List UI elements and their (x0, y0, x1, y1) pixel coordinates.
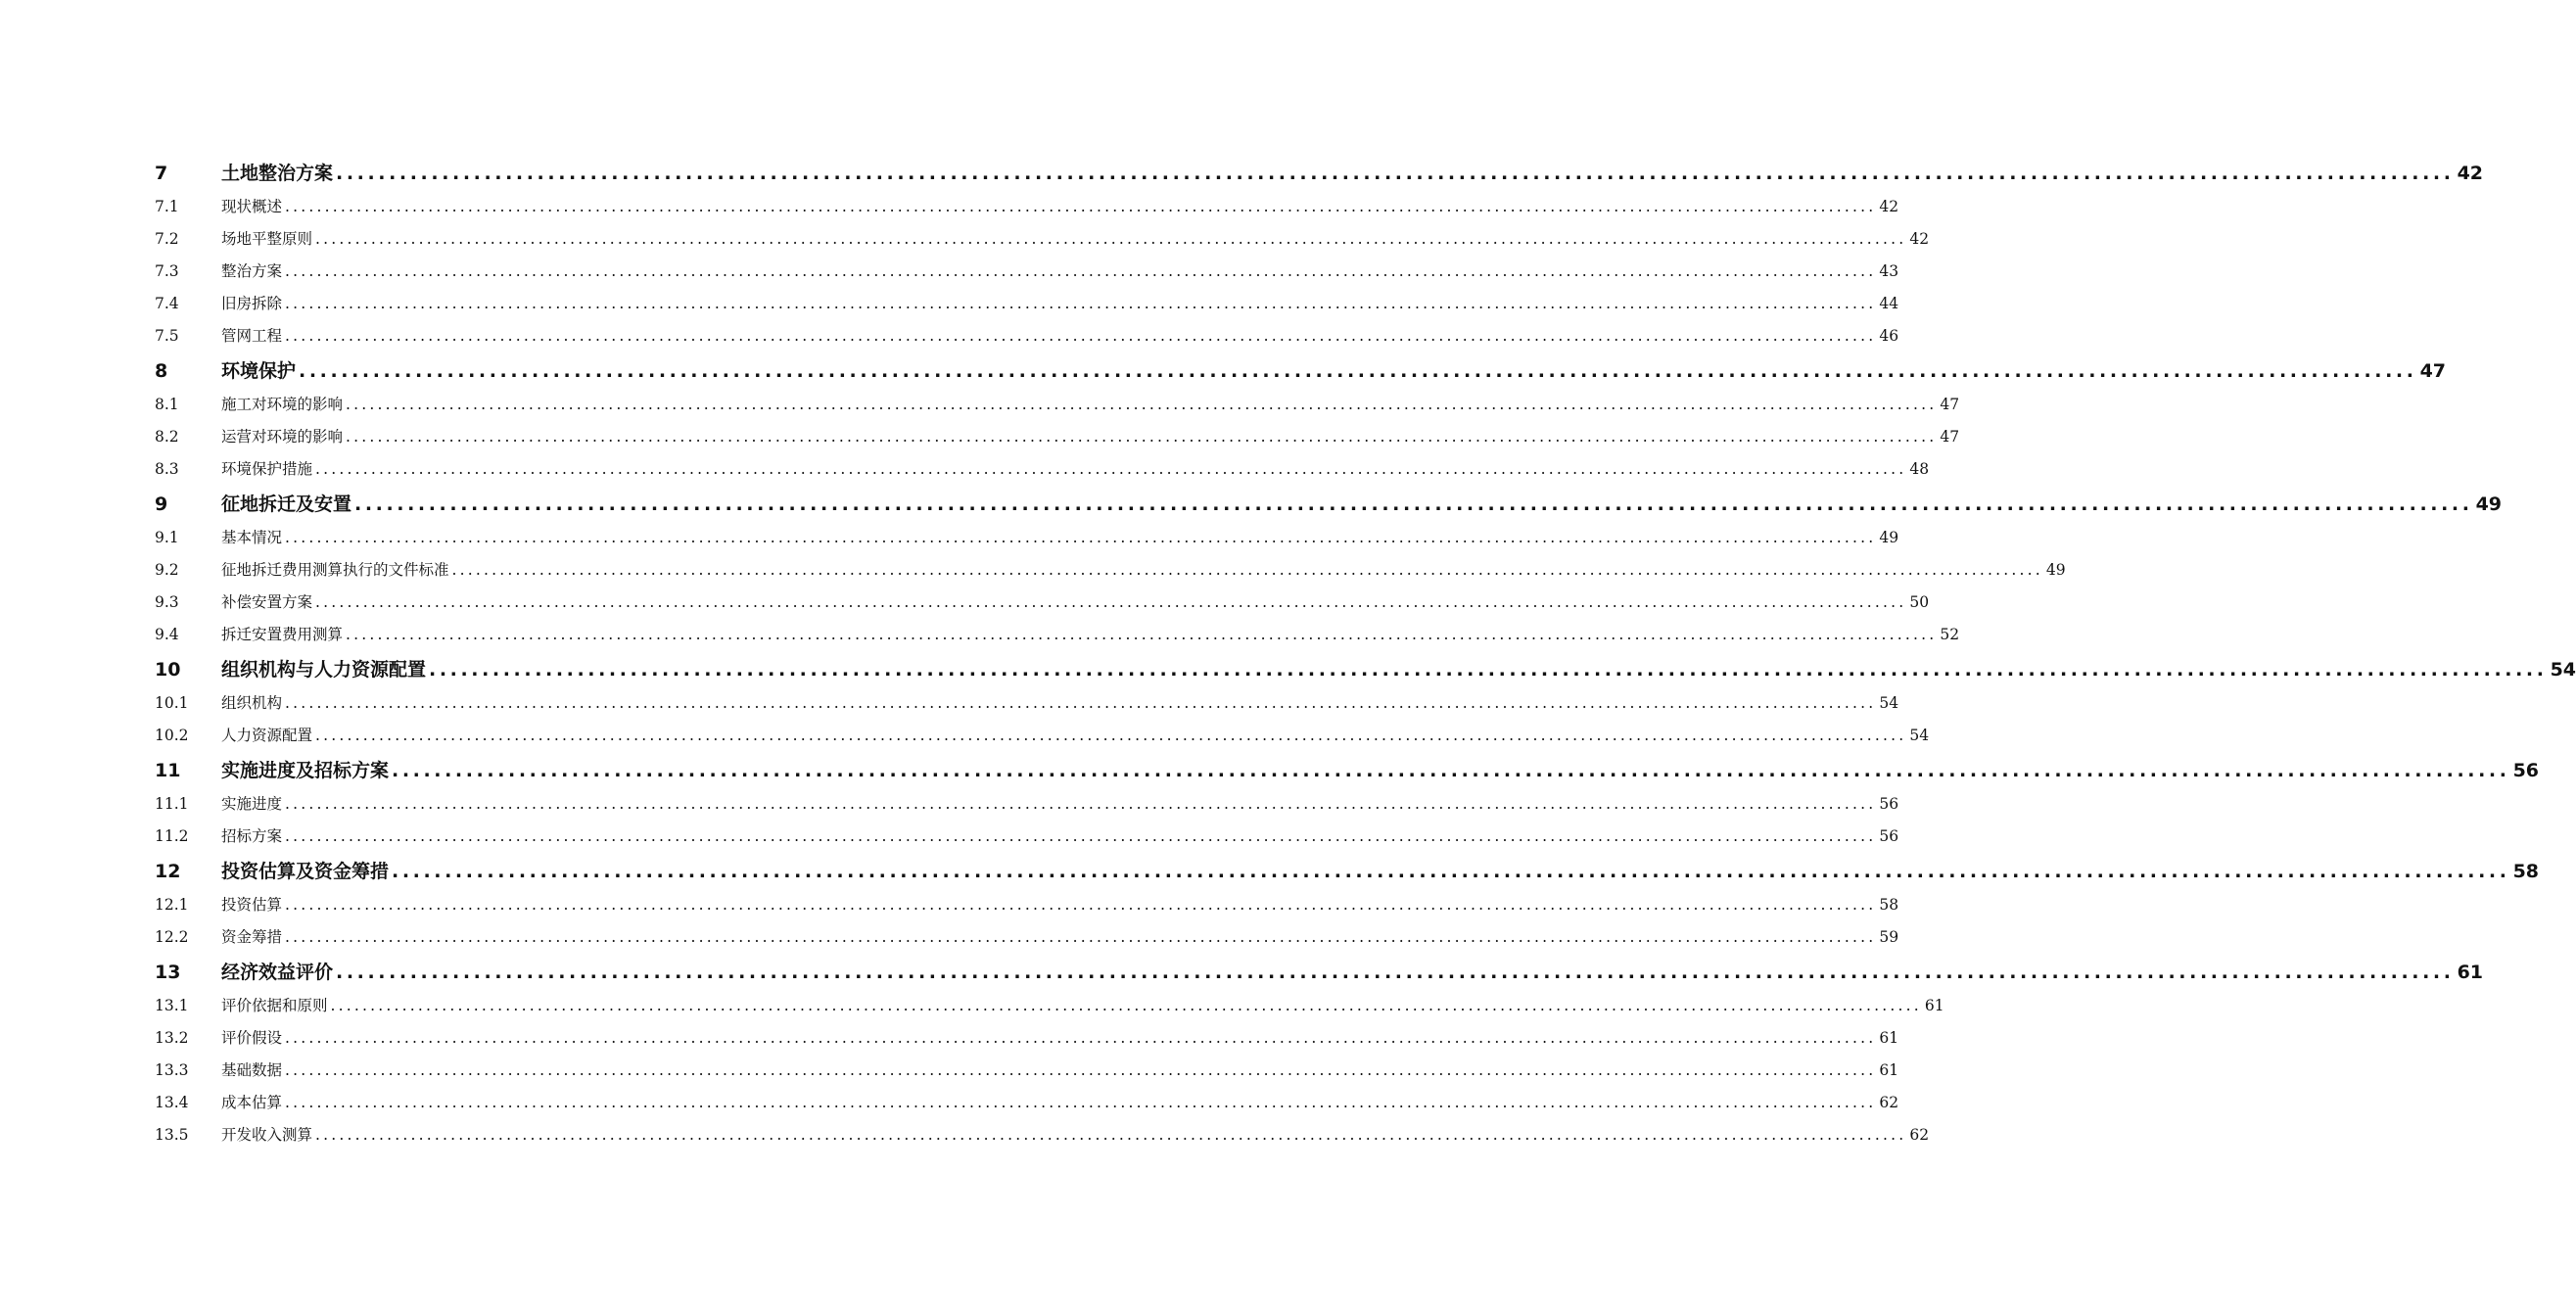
toc-section-row[interactable] (155, 551, 2066, 584)
toc-entry-title: 组织机构与人力资源配置 (221, 659, 427, 681)
toc-dot-leader: ........................................................................................................................................................................................................ (336, 962, 2455, 983)
toc-entry-number: 8.1 (155, 396, 179, 413)
toc-entry-number: 7 (155, 163, 168, 184)
toc-entry-number: 7.4 (155, 295, 179, 312)
toc-page-number: 62 (1909, 1126, 1930, 1144)
toc-page-number: 62 (1879, 1094, 1899, 1111)
toc-entry-title: 投资估算及资金筹措 (221, 861, 390, 882)
toc-chapter-row[interactable] (155, 749, 2540, 785)
toc-entry-number: 7.1 (155, 198, 179, 215)
toc-entry-title: 投资估算 (221, 896, 283, 914)
toc-page-number: 44 (1879, 295, 1899, 312)
toc-section-row[interactable] (155, 418, 1960, 450)
toc-page-number: 59 (1879, 928, 1899, 946)
toc-section-row[interactable] (155, 220, 1930, 253)
toc-chapter-row[interactable] (155, 648, 2576, 684)
toc-section-row[interactable] (155, 519, 1899, 551)
toc-entry-title: 土地整治方案 (221, 163, 334, 184)
toc-entry-number: 8 (155, 360, 168, 382)
toc-entry-number: 13.4 (155, 1094, 189, 1111)
toc-page-number: 54 (1909, 727, 1930, 744)
toc-section-row[interactable] (155, 785, 1899, 818)
toc-entry-number: 9 (155, 494, 168, 515)
toc-dot-leader: ........................................................................................................................................................................................................ (354, 494, 2473, 515)
toc-entry-title: 整治方案 (221, 262, 283, 280)
toc-dot-leader: ........................................................................................................................................................................................................ (299, 360, 2417, 382)
toc-chapter-row[interactable] (155, 483, 2503, 519)
toc-entry-title: 组织机构 (221, 694, 283, 712)
toc-dot-leader: ........................................................................................................................................................................................................ (285, 529, 1877, 546)
toc-entry-number: 13 (155, 962, 181, 983)
toc-entry-title: 实施进度 (221, 795, 283, 813)
toc-entry-title: 现状概述 (221, 198, 283, 215)
toc-entry-title: 评价假设 (221, 1029, 283, 1047)
toc-page-number: 42 (2457, 163, 2484, 184)
toc-entry-number: 7.5 (155, 327, 179, 345)
toc-entry-number: 13.5 (155, 1126, 189, 1144)
toc-section-row[interactable] (155, 285, 1899, 317)
toc-section-row[interactable] (155, 918, 1899, 951)
toc-entry-number: 10.1 (155, 694, 189, 712)
toc-entry-number: 13.2 (155, 1029, 189, 1047)
toc-page-number: 58 (2512, 861, 2540, 882)
toc-dot-leader: ........................................................................................................................................................................................................ (346, 428, 1938, 446)
toc-dot-leader: ........................................................................................................................................................................................................ (315, 230, 1907, 248)
toc-entry-number: 9.2 (155, 561, 179, 579)
toc-page-number: 56 (2512, 760, 2540, 781)
toc-page-number: 52 (1940, 626, 1960, 643)
toc-dot-leader: ........................................................................................................................................................................................................ (346, 626, 1938, 643)
toc-entry-title: 实施进度及招标方案 (221, 760, 390, 781)
toc-dot-leader: ........................................................................................................................................................................................................ (285, 295, 1877, 312)
toc-entry-title: 经济效益评价 (221, 962, 334, 983)
toc-entry-title: 运营对环境的影响 (221, 428, 344, 446)
toc-dot-leader: ........................................................................................................................................................................................................ (285, 327, 1877, 345)
toc-chapter-row[interactable] (155, 850, 2540, 886)
toc-dot-leader: ........................................................................................................................................................................................................ (285, 1061, 1877, 1079)
toc-entry-number: 9.4 (155, 626, 179, 643)
toc-section-row[interactable] (155, 1019, 1899, 1052)
toc-dot-leader: ........................................................................................................................................................................................................ (392, 861, 2510, 882)
toc-section-row[interactable] (155, 684, 1899, 717)
toc-entry-title: 基础数据 (221, 1061, 283, 1079)
toc-entry-title: 管网工程 (221, 327, 283, 345)
toc-section-row[interactable] (155, 188, 1899, 220)
toc-page-number: 49 (2475, 494, 2503, 515)
toc-chapter-row[interactable] (155, 951, 2484, 987)
toc-dot-leader: ........................................................................................................................................................................................................ (285, 1094, 1877, 1111)
table-of-contents (155, 152, 2576, 1149)
toc-page-number: 61 (1924, 997, 1944, 1014)
toc-entry-title: 环境保护措施 (221, 460, 313, 478)
toc-section-row[interactable] (155, 450, 1930, 483)
toc-section-row[interactable] (155, 317, 1899, 350)
toc-page-number: 49 (1879, 529, 1899, 546)
toc-entry-number: 11 (155, 760, 181, 781)
toc-section-row[interactable] (155, 616, 1960, 648)
toc-entry-number: 9.1 (155, 529, 179, 546)
toc-entry-title: 征地拆迁费用测算执行的文件标准 (221, 561, 449, 579)
toc-page-number: 56 (1879, 827, 1899, 845)
toc-entry-title: 资金筹措 (221, 928, 283, 946)
toc-entry-number: 12.2 (155, 928, 189, 946)
toc-dot-leader: ........................................................................................................................................................................................................ (315, 727, 1907, 744)
toc-entry-number: 10.2 (155, 727, 189, 744)
toc-section-row[interactable] (155, 1052, 1899, 1084)
toc-page-number: 58 (1879, 896, 1899, 914)
toc-entry-title: 补偿安置方案 (221, 593, 313, 611)
toc-entry-number: 12 (155, 861, 181, 882)
toc-page-number: 61 (1879, 1061, 1899, 1079)
toc-dot-leader: ........................................................................................................................................................................................................ (429, 659, 2548, 681)
toc-dot-leader: ........................................................................................................................................................................................................ (392, 760, 2510, 781)
toc-page-number: 47 (1940, 396, 1960, 413)
toc-section-row[interactable] (155, 386, 1960, 418)
toc-dot-leader: ........................................................................................................................................................................................................ (315, 460, 1907, 478)
toc-section-row[interactable] (155, 987, 1944, 1019)
toc-dot-leader: ........................................................................................................................................................................................................ (285, 262, 1877, 280)
toc-page-number: 56 (1879, 795, 1899, 813)
toc-entry-number: 11.1 (155, 795, 189, 813)
toc-entry-title: 征地拆迁及安置 (221, 494, 352, 515)
toc-page-number: 61 (1879, 1029, 1899, 1047)
toc-page-number: 61 (2457, 962, 2484, 983)
toc-entry-number: 11.2 (155, 827, 189, 845)
toc-entry-title: 环境保护 (221, 360, 297, 382)
toc-section-row[interactable] (155, 886, 1899, 918)
toc-page-number: 43 (1879, 262, 1899, 280)
toc-section-row[interactable] (155, 1116, 1930, 1149)
toc-entry-number: 7.2 (155, 230, 179, 248)
toc-dot-leader: ........................................................................................................................................................................................................ (330, 997, 1922, 1014)
toc-dot-leader: ........................................................................................................................................................................................................ (336, 163, 2455, 184)
toc-page-number: 47 (1940, 428, 1960, 446)
toc-dot-leader: ........................................................................................................................................................................................................ (285, 795, 1877, 813)
toc-entry-number: 13.3 (155, 1061, 189, 1079)
toc-page-number: 50 (1909, 593, 1930, 611)
toc-entry-number: 10 (155, 659, 181, 681)
toc-entry-number: 7.3 (155, 262, 179, 280)
toc-entry-title: 评价依据和原则 (221, 997, 328, 1014)
toc-dot-leader: ........................................................................................................................................................................................................ (285, 928, 1877, 946)
toc-entry-number: 13.1 (155, 997, 189, 1014)
toc-dot-leader: ........................................................................................................................................................................................................ (451, 561, 2043, 579)
toc-entry-title: 开发收入测算 (221, 1126, 313, 1144)
toc-dot-leader: ........................................................................................................................................................................................................ (315, 593, 1907, 611)
toc-section-row[interactable] (155, 717, 1930, 749)
toc-dot-leader: ........................................................................................................................................................................................................ (285, 198, 1877, 215)
toc-section-row[interactable] (155, 253, 1899, 285)
toc-dot-leader: ........................................................................................................................................................................................................ (285, 896, 1877, 914)
toc-entry-number: 8.2 (155, 428, 179, 446)
toc-chapter-row[interactable] (155, 152, 2484, 188)
toc-dot-leader: ........................................................................................................................................................................................................ (285, 827, 1877, 845)
toc-entry-number: 8.3 (155, 460, 179, 478)
toc-page-number: 48 (1909, 460, 1930, 478)
toc-page-number: 54 (2550, 659, 2576, 681)
toc-dot-leader: ........................................................................................................................................................................................................ (346, 396, 1938, 413)
toc-section-row[interactable] (155, 1084, 1899, 1116)
toc-entry-title: 场地平整原则 (221, 230, 313, 248)
toc-section-row[interactable] (155, 818, 1899, 850)
toc-entry-title: 拆迁安置费用测算 (221, 626, 344, 643)
toc-page-number: 49 (2045, 561, 2066, 579)
toc-dot-leader: ........................................................................................................................................................................................................ (285, 694, 1877, 712)
toc-page-number: 42 (1909, 230, 1930, 248)
toc-page-number: 54 (1879, 694, 1899, 712)
toc-entry-title: 人力资源配置 (221, 727, 313, 744)
toc-dot-leader: ........................................................................................................................................................................................................ (315, 1126, 1907, 1144)
toc-page-number: 46 (1879, 327, 1899, 345)
toc-entry-title: 招标方案 (221, 827, 283, 845)
toc-entry-title: 成本估算 (221, 1094, 283, 1111)
toc-chapter-row[interactable] (155, 350, 2447, 386)
toc-section-row[interactable] (155, 584, 1930, 616)
toc-entry-title: 施工对环境的影响 (221, 396, 344, 413)
toc-entry-number: 9.3 (155, 593, 179, 611)
toc-entry-number: 12.1 (155, 896, 189, 914)
toc-page-number: 42 (1879, 198, 1899, 215)
toc-page-number: 47 (2419, 360, 2447, 382)
toc-entry-title: 旧房拆除 (221, 295, 283, 312)
toc-entry-title: 基本情况 (221, 529, 283, 546)
toc-dot-leader: ........................................................................................................................................................................................................ (285, 1029, 1877, 1047)
